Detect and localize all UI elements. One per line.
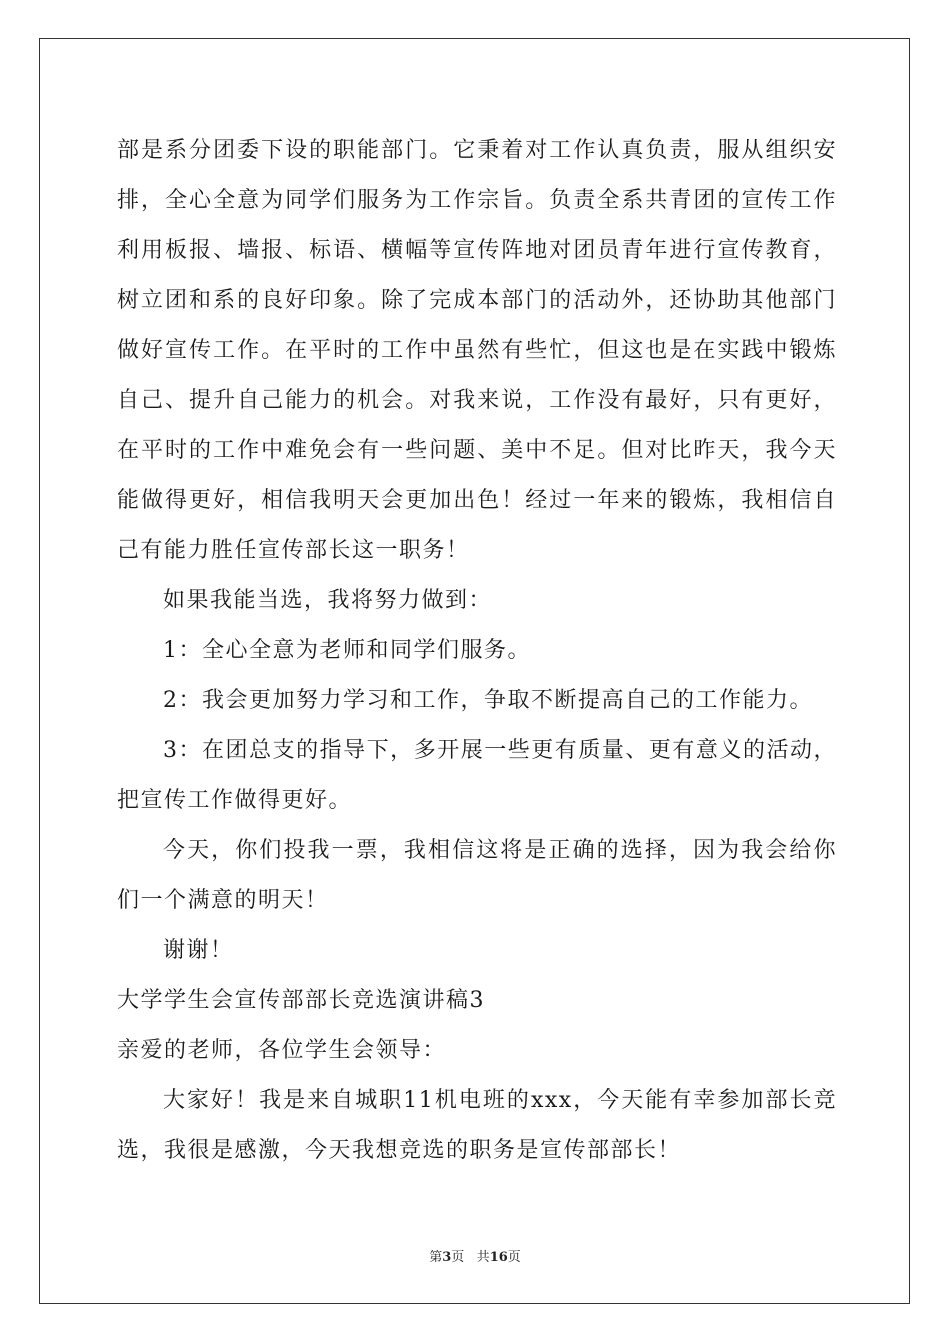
- paragraph-thanks: 谢谢！: [163, 938, 234, 963]
- paragraph-pledge-3: 3：在团总支的指导下，多开展一些更有质量、更有意义的活动，把宣传工作做得更好。: [117, 738, 837, 813]
- section-heading: 大学学生会宣传部部长竞选演讲稿3: [117, 988, 485, 1013]
- total-prefix: 共: [476, 1250, 490, 1265]
- page-number: 3: [442, 1250, 452, 1265]
- paragraph-pledge-intro: 如果我能当选，我将努力做到：: [163, 588, 493, 613]
- paragraph-salutation: 亲爱的老师，各位学生会领导：: [117, 1038, 447, 1063]
- paragraph-greeting: 大家好！我是来自城职11机电班的xxx，今天能有幸参加部长竞选，我很是感激，今天我想竞选的职务是宣传部部长！: [117, 1088, 837, 1163]
- paragraph-pledge-2: 2：我会更加努力学习和工作，争取不断提高自己的工作能力。: [163, 688, 813, 713]
- paragraph-pledge-1: 1：全心全意为老师和同学们服务。: [163, 638, 531, 663]
- paragraph-intro-continuation: 部是系分团委下设的职能部门。它秉着对工作认真负责，服从组织安排，全心全意为同学们服务为工作宗旨。负责全系共青团的宣传工作利用板报、墙报、标语、横幅等宣传阵地对团员青年进行宣传教育，树立团和系的良好印象。除了完成本部门的活动外，还协助其他部门做好宣传工作。在平时的工作中虽然有些忙，但这也是在实践中锻炼自己、提升自己能力的机会。对我来说，工作没有最好，只有更好，在平时的工作中难免会有一些问题、美中不足。但对比昨天，我今天能做得更好，相信我明天会更加出色！经过一年来的锻炼，我相信自己有能力胜任宣传部长这一职务！: [117, 138, 837, 563]
- document-body: [117, 126, 837, 1176]
- page-suffix: 页: [451, 1250, 465, 1265]
- paragraph-vote-appeal: 今天，你们投我一票，我相信这将是正确的选择，因为我会给你们一个满意的明天！: [117, 838, 837, 913]
- page-footer: [0, 1246, 950, 1265]
- total-suffix: 页: [507, 1250, 521, 1265]
- page-prefix: 第: [429, 1250, 443, 1265]
- total-pages: 16: [489, 1250, 508, 1265]
